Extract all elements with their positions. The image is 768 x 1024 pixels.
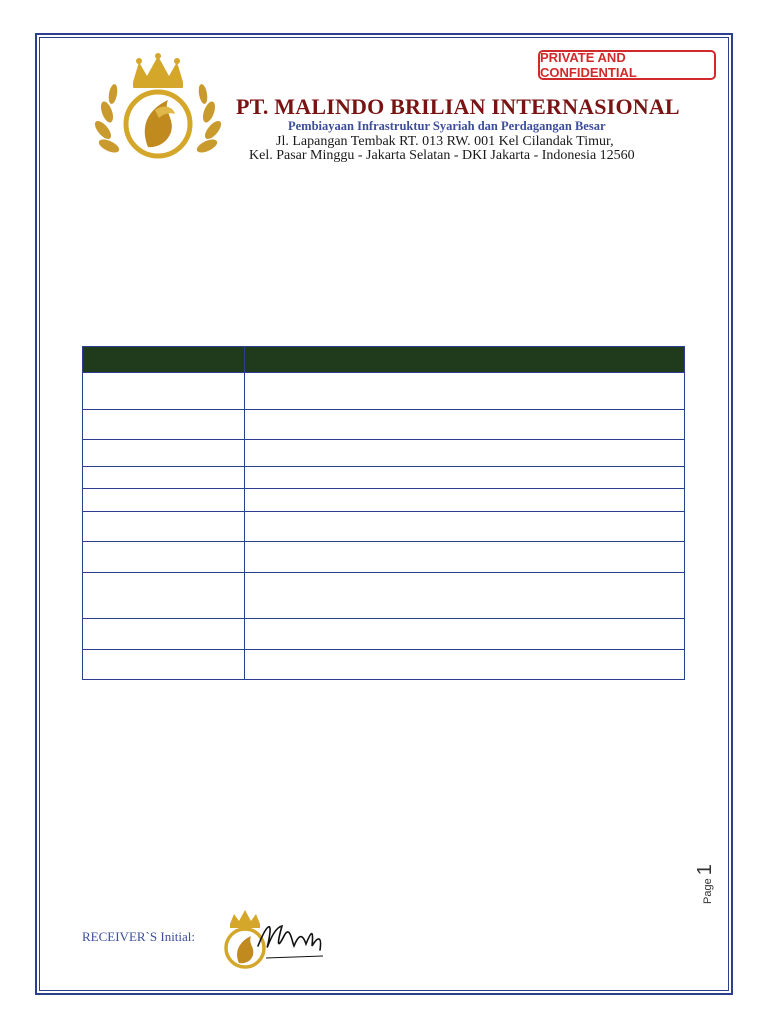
table-row [83, 512, 685, 542]
table-cell [83, 467, 245, 489]
table-row [83, 373, 685, 410]
table-cell [83, 489, 245, 512]
table-row [83, 440, 685, 467]
info-table [82, 346, 685, 680]
table-cell [245, 573, 685, 619]
table-row [83, 650, 685, 680]
company-name: PT. MALINDO BRILIAN INTERNASIONAL [236, 94, 680, 119]
table-cell [245, 650, 685, 680]
address-line-2: Kel. Pasar Minggu - Jakarta Selatan - DKI Jakarta - Indonesia 12560 [249, 148, 635, 163]
table-cell [83, 410, 245, 440]
table-cell [83, 650, 245, 680]
company-logo [93, 52, 223, 164]
table-row [83, 410, 685, 440]
table-header-cell [245, 347, 685, 373]
table-cell [245, 467, 685, 489]
handwritten-signature [258, 926, 321, 950]
table-cell [245, 410, 685, 440]
table-cell [83, 440, 245, 467]
table-cell [83, 619, 245, 650]
receiver-initial-label: RECEIVER`S Initial: [82, 929, 196, 944]
table-cell [245, 489, 685, 512]
page-label: Page [702, 878, 714, 904]
table-row [83, 489, 685, 512]
company-tagline: Pembiayaan Infrastruktur Syariah dan Perdagangan Besar [288, 119, 606, 133]
address-line-1: Jl. Lapangan Tembak RT. 013 RW. 001 Kel Cilandak Timur, [276, 134, 614, 149]
confidential-badge: PRIVATE AND CONFIDENTIAL [538, 50, 716, 80]
table-cell [83, 542, 245, 573]
table-row [83, 619, 685, 650]
table-cell [83, 573, 245, 619]
table-cell [245, 542, 685, 573]
table-header-cell [83, 347, 245, 373]
table-cell [83, 512, 245, 542]
table-row [83, 467, 685, 489]
page-number: 1 [694, 864, 716, 876]
table-row [83, 573, 685, 619]
page-indicator [694, 864, 717, 904]
signature-stamp [208, 906, 358, 976]
table-cell [245, 440, 685, 467]
table-cell [245, 373, 685, 410]
table-header-row [83, 347, 685, 373]
table-cell [83, 373, 245, 410]
table-cell [245, 512, 685, 542]
table-row [83, 542, 685, 573]
table-cell [245, 619, 685, 650]
